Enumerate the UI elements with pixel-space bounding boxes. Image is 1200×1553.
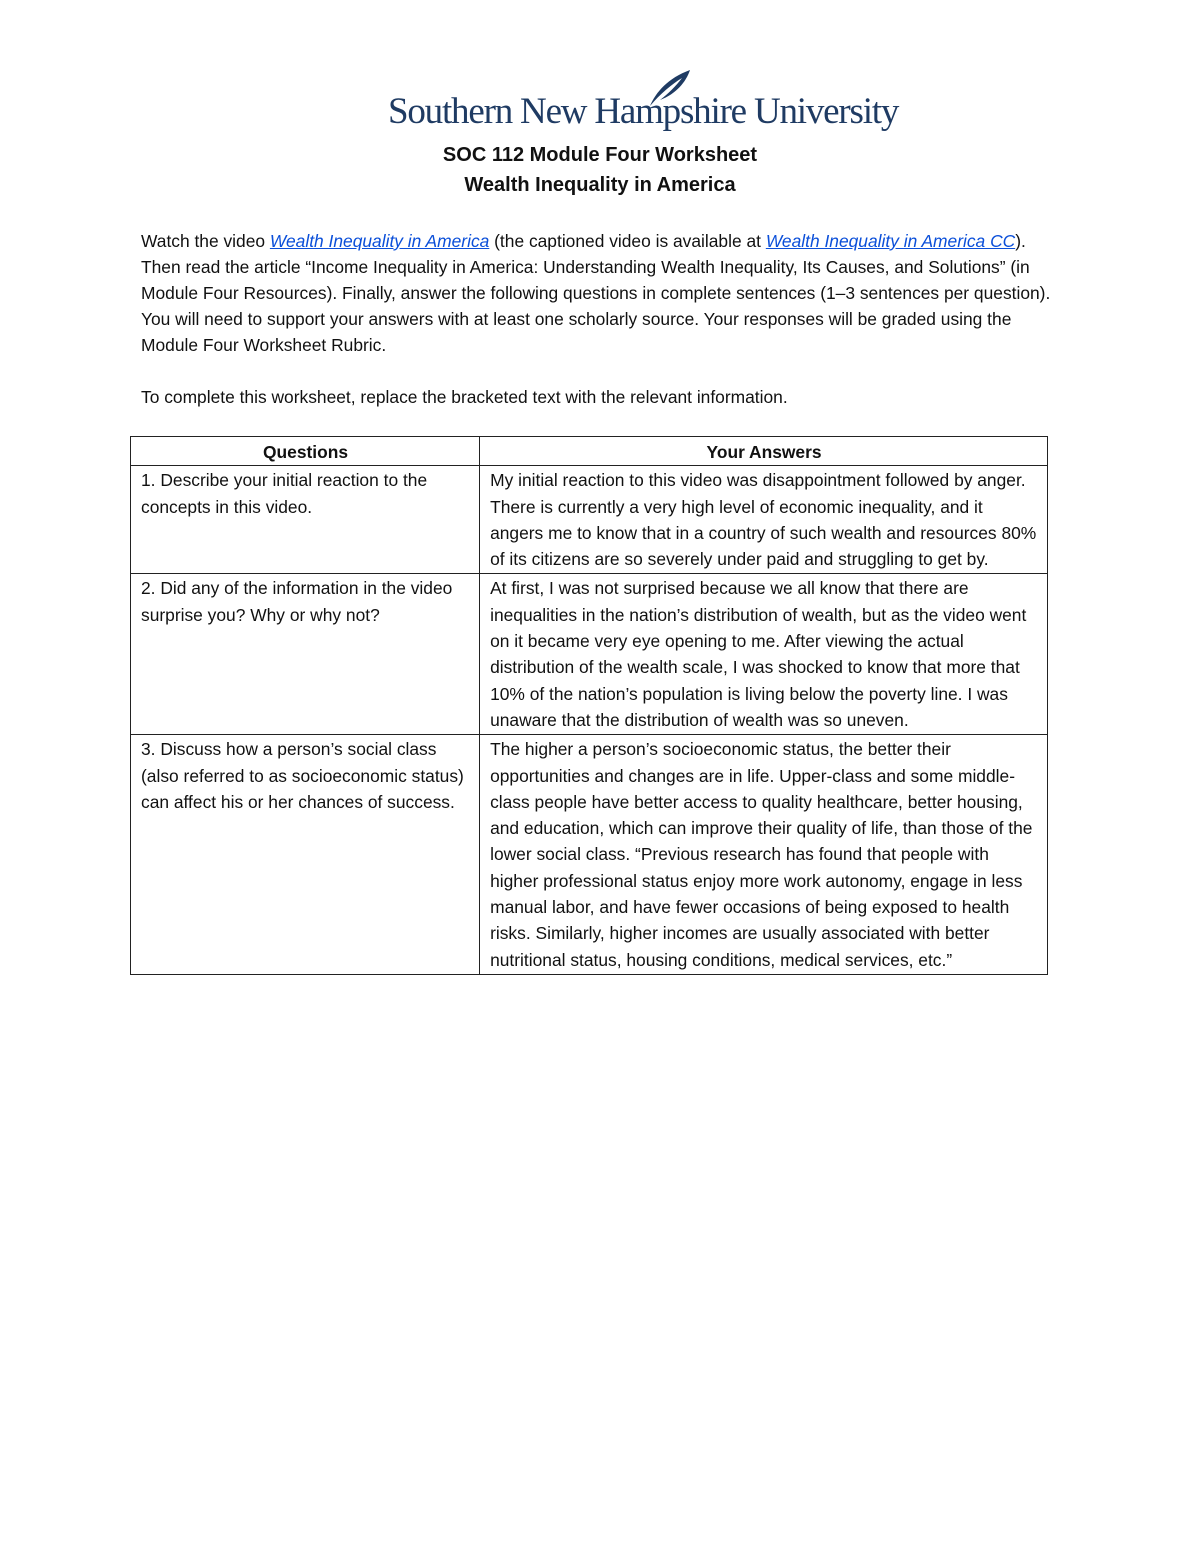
worksheet-subtitle: Wealth Inequality in America [464, 174, 736, 196]
instructions-paragraph [141, 228, 1056, 358]
table-row [131, 466, 1048, 574]
questions-header: Questions [131, 437, 480, 466]
question-cell: 1. Describe your initial reaction to the concepts in this video. [131, 466, 480, 574]
table-row [131, 574, 1048, 735]
qa-table [130, 436, 1048, 975]
intro-text-end: ). Then read the article “Income Inequality in America: Understanding Wealth Inequality, Its Causes, and Solutions” (in Module Four Resources). Finally, answer the following questions in complete sentences (1–3 sentences per question). You will need to support your answers with at least one scholarly source. Your responses will be graded using the Module Four Worksheet Rubric. [141, 231, 1051, 355]
video-link[interactable]: Wealth Inequality in America [269, 231, 490, 251]
question-cell: 3. Discuss how a person’s social class (also referred to as socioeconomic status) can affect his or her chances of success. [131, 735, 480, 975]
instructions [141, 228, 1056, 410]
table-row [131, 735, 1048, 975]
answers-header: Your Answers [480, 437, 1048, 466]
table-header-row [131, 437, 1048, 466]
intro-text-middle: (the captioned video is available at [489, 231, 766, 251]
worksheet-title: SOC 112 Module Four Worksheet [442, 144, 758, 166]
answer-cell[interactable]: The higher a person’s socioeconomic status, the better their opportunities and changes are in life. Upper-class and some middle-class people have better access to quality healthcare, better housing, and education, which can improve their quality of life, than those of the lower social class. “Previous research has found that people with higher professional status enjoy more work autonomy, engage in less manual labor, and have fewer occasions of being exposed to health risks. Similarly, higher incomes are usually associated with better nutritional status, housing conditions, medical services, etc.” [480, 735, 1048, 975]
university-name: Southern New Hampshire University [388, 91, 899, 132]
university-logo [388, 68, 899, 138]
question-cell: 2. Did any of the information in the video surprise you? Why or why not? [131, 574, 480, 735]
answer-cell[interactable]: My initial reaction to this video was disappointment followed by anger. There is currently a very high level of economic inequality, and it angers me to know that in a country of such wealth and resources 80% of its citizens are so severely under paid and struggling to get by. [480, 466, 1048, 574]
answer-cell[interactable]: At first, I was not surprised because we all know that there are inequalities in the nation’s distribution of wealth, but as the video went on it became very eye opening to me. After viewing the actual distribution of the wealth scale, I was shocked to know that more that 10% of the nation’s population is living below the poverty line. I was unaware that the distribution of wealth was so uneven. [480, 574, 1048, 735]
completion-note: To complete this worksheet, replace the bracketed text with the relevant information. [141, 387, 788, 407]
captioned-video-link[interactable]: Wealth Inequality in America CC [765, 231, 1016, 251]
intro-text-start: Watch the video [141, 231, 270, 251]
